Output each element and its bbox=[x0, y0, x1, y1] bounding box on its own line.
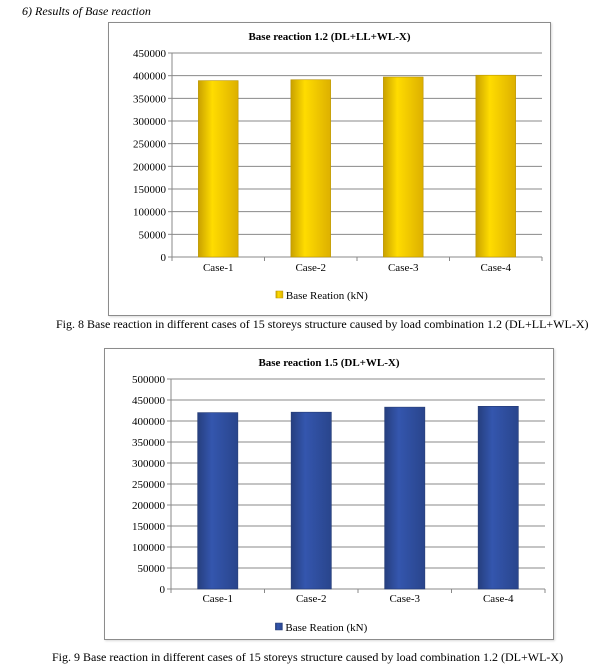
legend-swatch bbox=[276, 291, 283, 298]
x-tick-label: Case-2 bbox=[295, 262, 327, 274]
y-tick-label: 450000 bbox=[132, 395, 165, 407]
x-tick-label: Case-2 bbox=[295, 593, 327, 605]
y-tick-label: 500000 bbox=[132, 374, 165, 386]
bar bbox=[385, 407, 425, 589]
y-tick-label: 50000 bbox=[138, 229, 166, 242]
figure-caption-9: Fig. 9 Base reaction in different cases of 15 storeys structure caused by load combination 1.2 (DL+WL-X) bbox=[52, 650, 564, 664]
y-tick-label: 450000 bbox=[133, 48, 166, 60]
y-tick-label: 250000 bbox=[132, 479, 165, 491]
chart-svg-1 bbox=[109, 23, 550, 315]
legend-label: Base Reation (kN) bbox=[285, 290, 368, 302]
y-tick-label: 0 bbox=[160, 252, 166, 264]
x-tick-label: Case-4 bbox=[480, 262, 512, 274]
x-tick-label: Case-4 bbox=[482, 593, 514, 605]
bar bbox=[198, 81, 238, 257]
y-tick-label: 100000 bbox=[133, 206, 166, 219]
x-tick-label: Case-1 bbox=[202, 593, 234, 605]
bar bbox=[291, 80, 331, 257]
y-tick-label: 300000 bbox=[133, 116, 166, 128]
figure-caption-8: Fig. 8 Base reaction in different cases of 15 storeys structure caused by load combination 1.2 (DL+LL+WL-X) bbox=[56, 317, 589, 331]
y-tick-label: 250000 bbox=[133, 138, 166, 151]
y-tick-label: 200000 bbox=[132, 500, 165, 512]
legend-label: Base Reation (kN) bbox=[285, 622, 368, 634]
legend-swatch bbox=[275, 623, 282, 630]
x-tick-label: Case-3 bbox=[389, 593, 421, 605]
y-tick-label: 0 bbox=[159, 584, 165, 596]
chart-title: Base reaction 1.2 (DL+LL+WL-X) bbox=[248, 31, 411, 43]
chart-svg-2 bbox=[105, 349, 553, 639]
x-tick-label: Case-1 bbox=[202, 262, 234, 274]
x-tick-label: Case-3 bbox=[387, 262, 419, 274]
bar bbox=[291, 412, 331, 589]
y-tick-label: 300000 bbox=[132, 458, 165, 470]
y-tick-label: 100000 bbox=[132, 542, 165, 554]
y-tick-label: 200000 bbox=[133, 161, 166, 174]
chart-title: Base reaction 1.5 (DL+WL-X) bbox=[258, 357, 400, 369]
bar bbox=[198, 413, 238, 589]
bar bbox=[478, 406, 518, 589]
y-tick-label: 150000 bbox=[133, 184, 166, 196]
y-tick-label: 50000 bbox=[137, 563, 165, 575]
y-tick-label: 350000 bbox=[133, 93, 166, 106]
y-tick-label: 150000 bbox=[132, 521, 165, 533]
bar bbox=[383, 77, 423, 257]
chart-base-reaction-1 bbox=[108, 22, 551, 316]
bar bbox=[476, 75, 516, 257]
section-heading: 6) Results of Base reaction bbox=[22, 4, 151, 18]
y-tick-label: 400000 bbox=[132, 416, 165, 428]
y-tick-label: 350000 bbox=[132, 437, 165, 449]
y-tick-label: 400000 bbox=[133, 70, 166, 83]
chart-base-reaction-2 bbox=[104, 348, 554, 640]
